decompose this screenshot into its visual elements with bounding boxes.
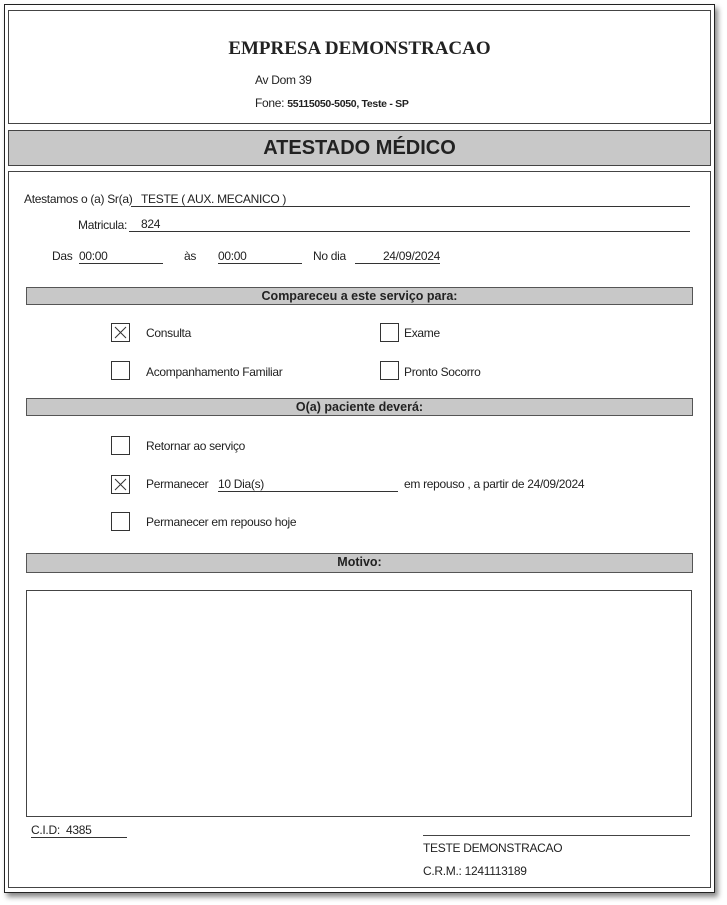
reason-section-header: Motivo: (26, 553, 693, 573)
reason-textarea[interactable] (26, 590, 692, 817)
doctor-name: TESTE DEMONSTRACAO (423, 841, 563, 855)
acompanhamento-checkbox[interactable] (111, 361, 130, 380)
company-phone (255, 96, 409, 110)
phone-value: 55115050-5050, Teste - SP (287, 98, 409, 110)
signature-line (423, 835, 690, 836)
doctor-crm (423, 864, 527, 878)
check-x-icon (113, 477, 128, 492)
cid-value: 4385 (65, 823, 92, 837)
registration-field[interactable]: 824 (129, 217, 690, 232)
patient-field[interactable]: TESTE ( AUX. MECANICO ) (131, 192, 690, 207)
cid-label: C.I.D: (31, 823, 60, 837)
from-label: Das (52, 249, 73, 263)
exame-checkbox[interactable] (380, 323, 399, 342)
exame-label: Exame (404, 326, 440, 340)
attended-section-header: Compareceu a este serviço para: (26, 287, 693, 305)
company-header (8, 10, 711, 124)
document-title: ATESTADO MÉDICO (8, 130, 711, 166)
retornar-label: Retornar ao serviço (146, 439, 246, 453)
to-label: às (184, 249, 197, 263)
cid-field[interactable] (31, 823, 127, 838)
pronto-socorro-label: Pronto Socorro (404, 365, 481, 379)
patient-label: Atestamos o (a) Sr(a) (24, 192, 133, 206)
company-address: Av Dom 39 (255, 73, 312, 87)
repouso-hoje-checkbox[interactable] (111, 512, 130, 531)
patient-section-header: O(a) paciente deverá: (26, 398, 693, 416)
company-name: EMPRESA DEMONSTRACAO (228, 38, 491, 59)
from-time-field[interactable]: 00:00 (79, 249, 163, 264)
consulta-label: Consulta (146, 326, 191, 340)
phone-label: Fone: (255, 96, 285, 110)
permanecer-checkbox[interactable] (111, 475, 130, 494)
repouso-hoje-label: Permanecer em repouso hoje (146, 515, 297, 529)
check-x-icon (113, 325, 128, 340)
pronto-socorro-checkbox[interactable] (380, 361, 399, 380)
rest-suffix: em repouso , a partir de 24/09/2024 (404, 477, 585, 491)
rest-days-field[interactable]: 10 Dia(s) (218, 477, 398, 492)
crm-label: C.R.M.: (423, 864, 462, 878)
retornar-checkbox[interactable] (111, 436, 130, 455)
date-label: No dia (313, 249, 346, 263)
crm-value: 1241113189 (464, 864, 527, 878)
consulta-checkbox[interactable] (111, 323, 130, 342)
to-time-field[interactable]: 00:00 (218, 249, 302, 264)
date-field[interactable]: 24/09/2024 (355, 249, 440, 264)
acompanhamento-label: Acompanhamento Familiar (146, 365, 283, 379)
permanecer-label: Permanecer (146, 477, 209, 491)
registration-label: Matricula: (78, 218, 128, 232)
